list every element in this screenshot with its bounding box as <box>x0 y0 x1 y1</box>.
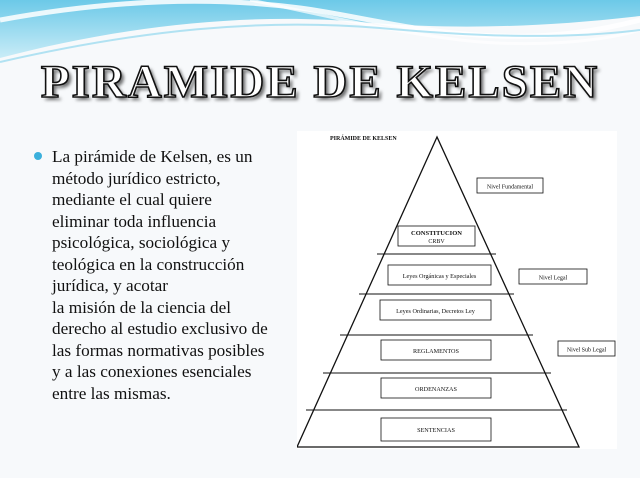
bullet-icon <box>34 152 42 160</box>
level-reglamentos <box>381 340 491 360</box>
body-line-4: eliminar toda influencia <box>52 211 217 231</box>
level-leyes-organicas <box>388 265 491 285</box>
level-sentencias <box>381 418 491 441</box>
pyramid-diagram <box>297 131 617 449</box>
body-line-1: La pirámide de Kelsen, es un <box>52 147 253 166</box>
body-line-2: método jurídico estricto, <box>52 168 221 188</box>
body-line-3: mediante el cual quiere <box>52 190 212 209</box>
diagram-caption: PIRÁMIDE DE KELSEN <box>330 136 397 142</box>
body-line-8: la misión de la ciencia del <box>52 297 231 317</box>
nivel-legal-text: Nivel Legal <box>538 275 568 282</box>
body-line-7: jurídica, y acotar <box>52 276 168 295</box>
body-line-11: y a las conexiones esenciales <box>52 362 252 381</box>
side-label-nivel-legal <box>519 269 587 284</box>
level-sentencias-label: SENTENCIAS <box>417 427 455 434</box>
side-label-nivel-sub-legal <box>558 341 615 356</box>
slide-title: PIRAMIDE DE KELSEN <box>40 56 600 108</box>
level-leyes-ordinarias <box>380 300 491 320</box>
kelsen-pyramid-figure <box>297 131 617 449</box>
level-reglamentos-label: REGLAMENTOS <box>413 348 459 355</box>
level-leyes-organicas-label: Leyes Orgánicas y Especiales <box>402 273 477 280</box>
body-line-12: entre las mismas. <box>52 383 171 403</box>
level-constitucion-sublabel: CRBV <box>428 239 445 245</box>
bullet-paragraph <box>36 146 298 404</box>
nivel-sub-legal-text: Nivel Sub Legal <box>566 347 607 354</box>
body-line-5: psicológica, sociológica y <box>52 233 231 252</box>
body-line-6: teológica en la construcción <box>52 254 245 274</box>
body-line-9: derecho al estudio exclusivo de <box>52 319 268 338</box>
nivel-fundamental-text: Nivel Fundamental <box>486 184 534 191</box>
side-label-nivel-fundamental <box>477 178 543 193</box>
level-constitucion-label: CONSTITUCION <box>411 230 462 237</box>
body-line-10: las formas normativas posibles <box>52 340 265 360</box>
level-ordenanzas <box>381 378 491 398</box>
level-constitucion <box>398 226 475 246</box>
level-leyes-ordinarias-label: Leyes Ordinarias, Decretos Ley <box>396 308 475 315</box>
level-ordenanzas-label: ORDENANZAS <box>415 386 457 393</box>
